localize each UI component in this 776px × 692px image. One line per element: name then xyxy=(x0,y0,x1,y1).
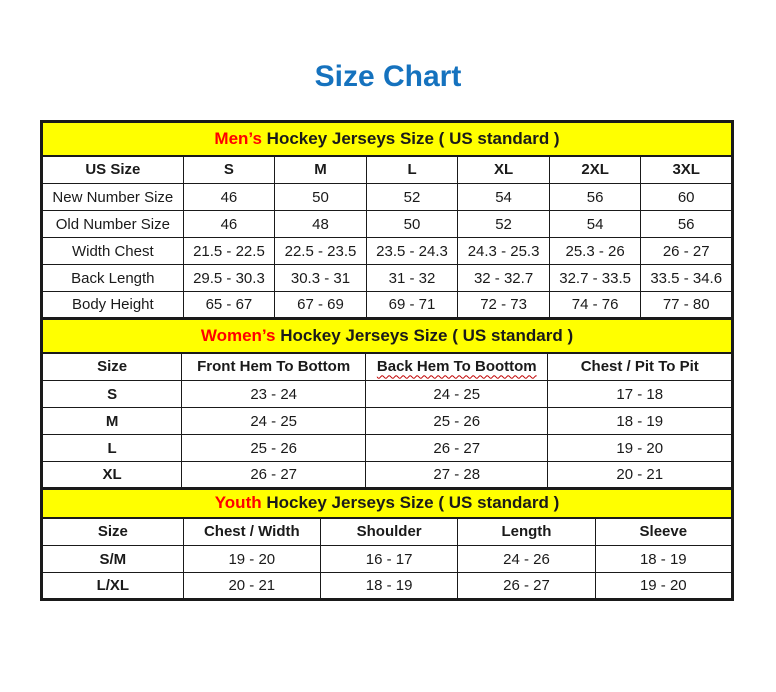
column-header-label: S xyxy=(223,161,234,179)
row-label: S/M xyxy=(42,546,184,573)
column-header-length xyxy=(458,518,595,546)
row-label: Width Chest xyxy=(42,238,184,265)
value-cell: 67 - 69 xyxy=(275,292,367,319)
column-header-size xyxy=(42,518,184,546)
size-chart-tables xyxy=(40,120,734,601)
value-cell: 72 - 73 xyxy=(458,292,550,319)
value-cell: 24 - 25 xyxy=(366,381,548,408)
value-cell: 74 - 76 xyxy=(549,292,641,319)
band-rest-text: Hockey Jerseys Size ( US standard ) xyxy=(275,325,574,345)
value-cell: 26 - 27 xyxy=(366,435,548,462)
mens-section-band xyxy=(42,122,733,156)
value-cell: 32.7 - 33.5 xyxy=(549,265,641,292)
table-row-back-length xyxy=(42,265,733,292)
value-cell: 21.5 - 22.5 xyxy=(183,238,275,265)
value-cell: 23.5 - 24.3 xyxy=(366,238,458,265)
row-label: M xyxy=(42,408,182,435)
column-header-size xyxy=(42,353,182,381)
table-row-l xyxy=(42,435,733,462)
table-row-xl xyxy=(42,462,733,489)
value-cell: 22.5 - 23.5 xyxy=(275,238,367,265)
value-cell: 27 - 28 xyxy=(366,462,548,489)
value-cell: 18 - 19 xyxy=(595,546,732,573)
value-cell: 52 xyxy=(458,211,550,238)
column-header-label: Length xyxy=(501,523,552,541)
value-cell: 54 xyxy=(458,184,550,211)
column-header-chest-width xyxy=(183,518,320,546)
womens-band-row xyxy=(42,319,733,353)
column-header-label: Size xyxy=(97,358,128,376)
value-cell: 18 - 19 xyxy=(320,573,457,600)
value-cell: 26 - 27 xyxy=(641,238,733,265)
row-label: L xyxy=(42,435,182,462)
row-label: Back Length xyxy=(42,265,184,292)
row-label: New Number Size xyxy=(42,184,184,211)
youth-size-table xyxy=(40,487,734,601)
band-rest-text: Hockey Jerseys Size ( US standard ) xyxy=(261,128,560,148)
column-header-xl xyxy=(458,156,550,184)
value-cell: 50 xyxy=(275,184,367,211)
band-highlight-text: Men’s xyxy=(214,128,262,148)
value-cell: 46 xyxy=(183,184,275,211)
womens-size-table xyxy=(40,317,734,490)
column-header-shoulder xyxy=(320,518,457,546)
column-header-label: Chest / Width xyxy=(203,523,300,541)
column-header-label: US Size xyxy=(85,161,141,179)
column-header-l xyxy=(366,156,458,184)
band-rest-text: Hockey Jerseys Size ( US standard ) xyxy=(261,493,560,513)
page-title: Size Chart xyxy=(314,60,462,93)
value-cell: 48 xyxy=(275,211,367,238)
value-cell: 19 - 20 xyxy=(183,546,320,573)
table-row-s xyxy=(42,381,733,408)
value-cell: 29.5 - 30.3 xyxy=(183,265,275,292)
value-cell: 65 - 67 xyxy=(183,292,275,319)
table-row-s-m xyxy=(42,546,733,573)
column-header-label: 3XL xyxy=(672,161,700,179)
column-header-label: Back Hem To Boottom xyxy=(376,358,537,376)
value-cell: 26 - 27 xyxy=(182,462,366,489)
table-row-width-chest xyxy=(42,238,733,265)
value-cell: 69 - 71 xyxy=(366,292,458,319)
column-header-label: Chest / Pit To Pit xyxy=(580,358,699,376)
womens-section-band xyxy=(42,319,733,353)
value-cell: 60 xyxy=(641,184,733,211)
value-cell: 19 - 20 xyxy=(548,435,733,462)
value-cell: 33.5 - 34.6 xyxy=(641,265,733,292)
column-header-back-hem-to-boottom xyxy=(366,353,548,381)
value-cell: 17 - 18 xyxy=(548,381,733,408)
value-cell: 31 - 32 xyxy=(366,265,458,292)
column-header-us-size xyxy=(42,156,184,184)
row-label: Old Number Size xyxy=(42,211,184,238)
row-label: Body Height xyxy=(42,292,184,319)
value-cell: 19 - 20 xyxy=(595,573,732,600)
value-cell: 20 - 21 xyxy=(548,462,733,489)
value-cell: 20 - 21 xyxy=(183,573,320,600)
table-row-l-xl xyxy=(42,573,733,600)
band-highlight-text: Youth xyxy=(214,493,262,513)
column-header-label: Shoulder xyxy=(356,523,422,541)
value-cell: 25.3 - 26 xyxy=(549,238,641,265)
row-label: S xyxy=(42,381,182,408)
row-label: XL xyxy=(42,462,182,489)
value-cell: 16 - 17 xyxy=(320,546,457,573)
value-cell: 54 xyxy=(549,211,641,238)
value-cell: 18 - 19 xyxy=(548,408,733,435)
column-header-label: M xyxy=(314,161,327,179)
value-cell: 56 xyxy=(549,184,641,211)
column-header-sleeve xyxy=(595,518,732,546)
value-cell: 77 - 80 xyxy=(641,292,733,319)
table-row-body-height xyxy=(42,292,733,319)
value-cell: 26 - 27 xyxy=(458,573,595,600)
column-header-label: 2XL xyxy=(581,161,609,179)
value-cell: 30.3 - 31 xyxy=(275,265,367,292)
value-cell: 24.3 - 25.3 xyxy=(458,238,550,265)
value-cell: 24 - 26 xyxy=(458,546,595,573)
mens-size-table xyxy=(40,120,734,320)
band-highlight-text: Women’s xyxy=(200,325,276,345)
value-cell: 52 xyxy=(366,184,458,211)
column-header-2xl xyxy=(549,156,641,184)
column-header-s xyxy=(183,156,275,184)
value-cell: 56 xyxy=(641,211,733,238)
column-header-label: L xyxy=(407,161,417,179)
value-cell: 25 - 26 xyxy=(182,435,366,462)
row-label: L/XL xyxy=(42,573,184,600)
table-row-m xyxy=(42,408,733,435)
value-cell: 24 - 25 xyxy=(182,408,366,435)
value-cell: 46 xyxy=(183,211,275,238)
column-header-front-hem-to-bottom xyxy=(182,353,366,381)
youth-column-header-row xyxy=(42,518,733,546)
mens-band-row xyxy=(42,122,733,156)
table-row-old-number-size xyxy=(42,211,733,238)
column-header-label: Size xyxy=(97,523,128,541)
mens-column-header-row xyxy=(42,156,733,184)
column-header-m xyxy=(275,156,367,184)
column-header-label: Sleeve xyxy=(639,523,688,541)
value-cell: 25 - 26 xyxy=(366,408,548,435)
youth-band-row xyxy=(42,489,733,518)
table-row-new-number-size xyxy=(42,184,733,211)
womens-column-header-row xyxy=(42,353,733,381)
value-cell: 50 xyxy=(366,211,458,238)
value-cell: 23 - 24 xyxy=(182,381,366,408)
column-header-chest-pit-to-pit xyxy=(548,353,733,381)
column-header-label: XL xyxy=(493,161,514,179)
column-header-3xl xyxy=(641,156,733,184)
column-header-label: Front Hem To Bottom xyxy=(197,358,351,376)
value-cell: 32 - 32.7 xyxy=(458,265,550,292)
youth-section-band xyxy=(42,489,733,518)
